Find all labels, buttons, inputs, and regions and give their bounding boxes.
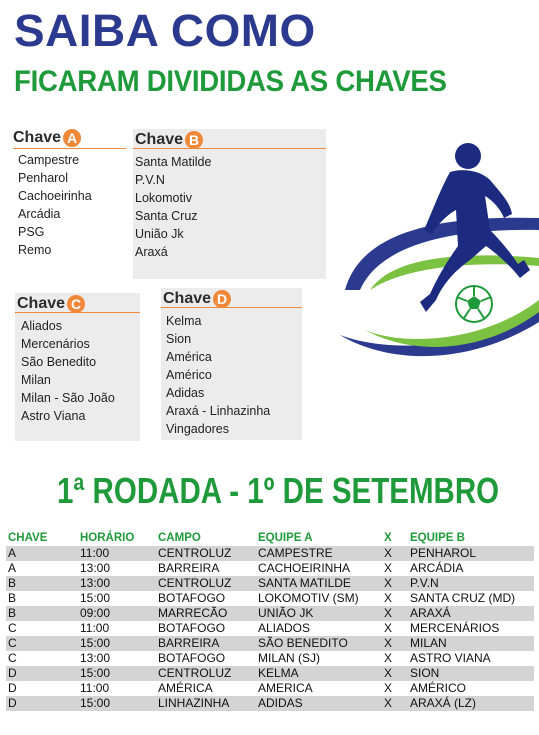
col-header-campo: CAMPO [158,532,201,544]
cell-equipe-a: SANTA MATILDE [256,576,382,591]
cell-chave: B [8,591,17,605]
group-box-c [15,293,140,441]
group-header-d [163,290,231,308]
cell-equipe-b: P.V.N [408,576,534,591]
table-row [6,546,534,561]
cell-equipe-a: UNIÃO JK [256,606,382,621]
team-name: América [166,350,212,364]
cell-x: X [382,576,408,591]
cell-campo: CENTROLUZ [156,576,256,591]
group-divider-b [133,148,326,149]
col-header-equipe-b: EQUIPE B [410,532,465,544]
team-name: União Jk [135,227,184,241]
table-row [6,636,534,651]
team-name: Adidas [166,386,205,400]
cell-campo: BOTAFOGO [158,591,226,605]
cell-campo: BARREIRA [156,636,256,651]
cell-horario: 13:00 [78,576,156,591]
team-name: Penharol [18,171,69,185]
team-name: Arcádia [18,207,61,221]
group-label-c: Chave [17,295,66,312]
team-name: São Benedito [21,355,97,369]
cell-horario: 15:00 [78,636,156,651]
team-name: Araxá [135,245,168,259]
soccer-ball-icon [456,286,492,322]
group-label-d: Chave [163,290,212,307]
group-label-b: Chave [135,131,184,148]
cell-x: X [384,621,393,635]
cell-x: X [382,696,408,711]
cell-chave: A [6,546,78,561]
table-row [6,591,534,606]
cell-campo: CENTROLUZ [156,546,256,561]
cell-campo: LINHAZINHA [156,696,256,711]
cell-horario: 13:00 [80,561,111,575]
group-header-b [135,131,203,149]
cell-horario: 11:00 [80,621,110,635]
schedule-table [6,530,534,711]
cell-horario: 15:00 [78,696,156,711]
col-header-equipe-a: EQUIPE A [258,532,313,544]
group-teams-c [21,317,115,425]
group-box-b [133,129,326,279]
cell-horario: 11:00 [80,681,110,695]
cell-chave: D [6,666,78,681]
cell-chave: B [6,576,78,591]
cell-equipe-a: CAMPESTRE [256,546,382,561]
team-name: Américo [166,368,212,382]
group-letter-c: C [67,295,85,313]
cell-x: X [382,546,408,561]
cell-chave: C [6,636,78,651]
schedule-header-row [6,530,534,546]
col-header-x: X [384,532,392,544]
cell-equipe-a: AMERICA [258,681,313,695]
soccer-player-icon [340,140,539,380]
team-name: Sion [166,332,192,346]
table-row [6,606,534,621]
swoosh-blue-lower [340,310,539,356]
cell-x: X [384,681,393,695]
cell-campo: BARREIRA [158,561,220,575]
cell-x: X [382,636,408,651]
cell-campo: AMÉRICA [158,681,213,695]
team-name: Santa Cruz [135,209,198,223]
cell-x: X [384,561,393,575]
team-name: Araxá - Linhazinha [166,404,271,418]
swoosh-green [365,300,539,347]
cell-equipe-b: PENHAROL [408,546,534,561]
col-header-horario: HORÁRIO [80,532,135,544]
group-letter-b: B [185,131,203,149]
cell-equipe-b: ARAXÁ (LZ) [408,696,534,711]
cell-equipe-b: SION [408,666,534,681]
cell-campo: CENTROLUZ [156,666,256,681]
col-header-chave: CHAVE [8,532,48,544]
cell-x: X [384,651,393,665]
group-divider-a [13,148,126,149]
table-row [6,576,534,591]
cell-equipe-b: MILAN [408,636,534,651]
table-row [6,651,534,666]
team-name: Lokomotiv [135,191,192,205]
cell-equipe-a: LOKOMOTIV (SM) [258,591,359,605]
cell-equipe-b: ARAXÁ [408,606,534,621]
cell-chave: B [6,606,78,621]
cell-x: X [384,591,393,605]
team-name: Cachoeirinha [18,189,92,203]
group-header-c [17,295,85,313]
cell-equipe-a: SÃO BENEDITO [256,636,382,651]
cell-equipe-a: CACHOEIRINHA [258,561,351,575]
table-row [6,696,534,711]
group-teams-b [135,153,211,261]
group-teams-a [18,151,92,259]
cell-chave: C [8,651,17,665]
team-name: Remo [18,243,52,257]
group-header-a [13,129,81,147]
page-title: SAIBA COMO [14,5,316,56]
group-box-d [161,288,302,440]
page-subtitle: FICARAM DIVIDIDAS AS CHAVES [14,65,447,98]
team-name: Kelma [166,314,202,328]
round-title: 1ª RODADA - 1º DE SETEMBRO [57,470,500,511]
cell-equipe-a: KELMA [256,666,382,681]
cell-x: X [382,606,408,621]
group-box-a [13,129,126,271]
team-name: Aliados [21,319,62,333]
team-name: Campestre [18,153,80,167]
group-letter-a: A [63,129,81,147]
team-name: Vingadores [166,422,230,436]
cell-horario: 15:00 [80,591,111,605]
group-label-a: Chave [13,129,62,146]
cell-chave: D [6,696,78,711]
cell-equipe-a: ALIADOS [258,621,311,635]
team-name: P.V.N [135,173,165,187]
cell-chave: D [8,681,17,695]
table-row [6,666,534,681]
team-name: PSG [18,225,45,239]
cell-equipe-b: ASTRO VIANA [410,651,491,665]
cell-equipe-a: MILAN (SJ) [258,651,321,665]
cell-equipe-b: SANTA CRUZ (MD) [410,591,516,605]
table-row [6,561,534,576]
cell-horario: 09:00 [78,606,156,621]
cell-horario: 15:00 [78,666,156,681]
group-letter-d: D [213,290,231,308]
cell-campo: BOTAFOGO [158,621,226,635]
team-name: Santa Matilde [135,155,212,169]
cell-equipe-a: ADIDAS [256,696,382,711]
cell-campo: MARRECÃO [156,606,256,621]
cell-equipe-b: MERCENÁRIOS [410,621,500,635]
table-row [6,621,534,636]
cell-campo: BOTAFOGO [158,651,226,665]
cell-equipe-b: ARCÁDIA [410,561,464,575]
cell-chave: A [8,561,17,575]
cell-x: X [382,666,408,681]
cell-chave: C [8,621,17,635]
team-name: Milan - São João [21,391,115,405]
table-row [6,681,534,696]
team-name: Milan [21,373,51,387]
team-name: Astro Viana [21,409,86,423]
group-divider-d [161,307,302,308]
group-divider-c [15,312,140,313]
group-teams-d [166,312,270,438]
cell-equipe-b: AMÉRICO [410,681,467,695]
cell-horario: 13:00 [80,651,111,665]
cell-horario: 11:00 [78,546,156,561]
team-name: Mercenários [21,337,90,351]
